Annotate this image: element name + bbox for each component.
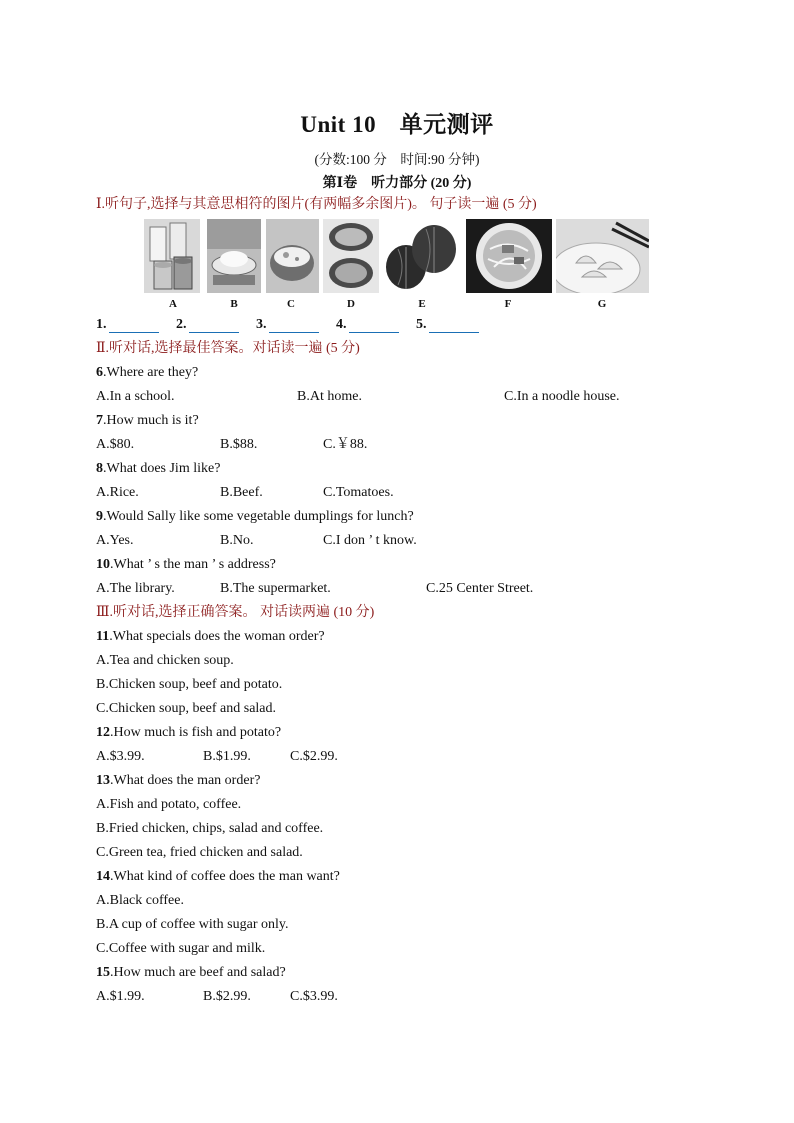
question-7: 7.How much is it? [96,413,199,428]
q12-option-b[interactable]: B.$1.99. [203,749,251,764]
question-15: 15.How much are beef and salad? [96,965,286,980]
q13-option-c[interactable]: C.Green tea, fried chicken and salad. [96,845,303,860]
q13-option-b[interactable]: B.Fried chicken, chips, salad and coffee. [96,821,324,836]
q11-option-c[interactable]: C.Chicken soup, beef and salad. [96,701,277,716]
question-8: 8.What does Jim like? [96,461,221,476]
q6-option-a[interactable]: A.In a school. [96,389,175,404]
picture-g-dumplings [556,219,649,293]
q11-option-b[interactable]: B.Chicken soup, beef and potato. [96,677,283,692]
q10-option-a[interactable]: A.The library. [96,581,175,596]
answer-blank-2[interactable]: 2. [176,317,239,333]
answer-blanks [96,317,493,333]
question-9: 9.Would Sally like some vegetable dumplings for lunch? [96,509,414,524]
q9-option-a[interactable]: A.Yes. [96,533,134,548]
section-2-heading: Ⅱ.听对话,选择最佳答案。对话读一遍 (5 分) [96,341,360,356]
q10-option-c[interactable]: C.25 Center Street. [426,581,534,596]
q8-option-b[interactable]: B.Beef. [220,485,263,500]
picture-a-drinks [144,219,200,293]
section-1-heading: Ⅰ.听句子,选择与其意思相符的图片(有两幅多余图片)。 句子读一遍 (5 分) [96,197,537,212]
answer-blank-5[interactable]: 5. [416,317,479,333]
q9-option-b[interactable]: B.No. [220,533,254,548]
answer-blank-1[interactable]: 1. [96,317,159,333]
picture-e-onions [384,219,459,293]
q15-option-a[interactable]: A.$1.99. [96,989,145,1004]
picture-d-noodles [323,219,379,293]
q7-option-a[interactable]: A.$80. [96,437,135,452]
question-11: 11.What specials does the woman order? [96,629,325,644]
q6-option-c[interactable]: C.In a noodle house. [504,389,620,404]
q10-option-b[interactable]: B.The supermarket. [220,581,331,596]
score-time-info: (分数:100 分 时间:90 分钟) [314,152,480,167]
q14-option-c[interactable]: C.Coffee with sugar and milk. [96,941,266,956]
question-6: 6.Where are they? [96,365,199,380]
picture-label-b: B [230,298,238,310]
picture-label-e: E [418,298,426,310]
question-14: 14.What kind of coffee does the man want? [96,869,340,884]
picture-row [144,219,649,295]
picture-label-g: G [597,298,607,310]
picture-label-f: F [504,298,512,310]
question-13: 13.What does the man order? [96,773,261,788]
q6-option-b[interactable]: B.At home. [297,389,362,404]
answer-blank-3[interactable]: 3. [256,317,319,333]
q7-option-b[interactable]: B.$88. [220,437,258,452]
q13-option-a[interactable]: A.Fish and potato, coffee. [96,797,242,812]
q12-option-a[interactable]: A.$3.99. [96,749,145,764]
q15-option-b[interactable]: B.$2.99. [203,989,251,1004]
q8-option-a[interactable]: A.Rice. [96,485,139,500]
part-heading: 第Ⅰ卷 听力部分 (20 分) [322,176,472,191]
q14-option-a[interactable]: A.Black coffee. [96,893,184,908]
q7-option-c[interactable]: C.￥88. [323,437,368,452]
q11-option-a[interactable]: A.Tea and chicken soup. [96,653,234,668]
q12-option-c[interactable]: C.$2.99. [290,749,338,764]
picture-label-d: D [347,298,355,310]
picture-label-a: A [169,298,177,310]
picture-b-rice [207,219,261,293]
q15-option-c[interactable]: C.$3.99. [290,989,338,1004]
answer-blank-4[interactable]: 4. [336,317,399,333]
section-3-heading: Ⅲ.听对话,选择正确答案。 对话读两遍 (10 分) [96,605,375,620]
picture-f-noodle-soup [466,219,552,293]
page-title: Unit 10 单元测评 [300,112,494,137]
picture-label-c: C [287,298,295,310]
question-10: 10.What ’ s the man ’ s address? [96,557,276,572]
q9-option-c[interactable]: C.I don ’ t know. [323,533,417,548]
picture-c-porridge [266,219,319,293]
q8-option-c[interactable]: C.Tomatoes. [323,485,394,500]
question-12: 12.How much is fish and potato? [96,725,282,740]
q14-option-b[interactable]: B.A cup of coffee with sugar only. [96,917,289,932]
